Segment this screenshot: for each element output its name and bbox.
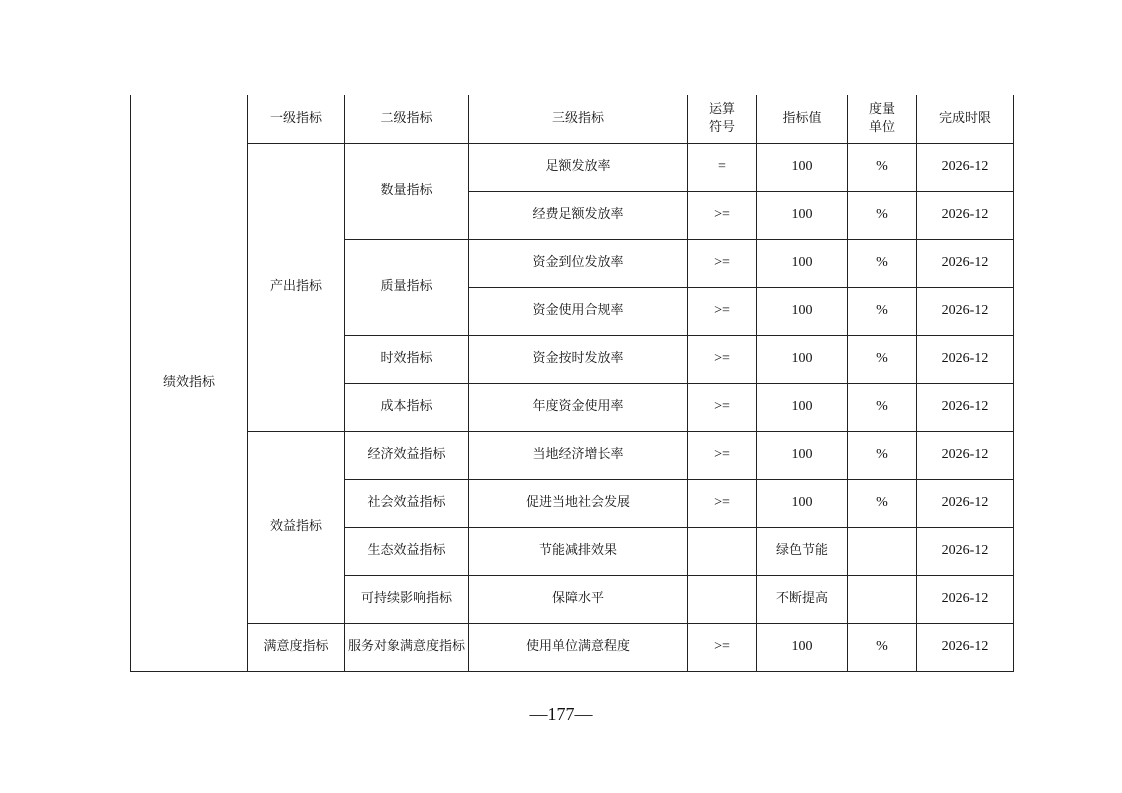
- indicator-cell: 资金按时发放率: [469, 335, 688, 383]
- indicator-cell: 当地经济增长率: [469, 431, 688, 479]
- unit-cell: %: [848, 623, 917, 671]
- value-cell: 绿色节能: [757, 527, 848, 575]
- deadline-cell: 2026-12: [917, 527, 1014, 575]
- table-row: [131, 143, 1014, 191]
- value-cell: 100: [757, 287, 848, 335]
- indicator-cell: 年度资金使用率: [469, 383, 688, 431]
- operator-cell: [688, 527, 757, 575]
- header-unit-line1: 度量: [868, 101, 895, 117]
- value-cell: 100: [757, 383, 848, 431]
- unit-cell: %: [848, 383, 917, 431]
- operator-cell: [688, 575, 757, 623]
- indicator-cell: 保障水平: [469, 575, 688, 623]
- level1-benefit: 效益指标: [248, 431, 345, 623]
- unit-cell: [848, 527, 917, 575]
- deadline-cell: 2026-12: [917, 623, 1014, 671]
- operator-cell: >=: [688, 431, 757, 479]
- header-operator-line1: 运算: [708, 101, 735, 117]
- level2-economic: 经济效益指标: [345, 431, 469, 479]
- deadline-cell: 2026-12: [917, 239, 1014, 287]
- table-row: [131, 431, 1014, 479]
- value-cell: 100: [757, 191, 848, 239]
- deadline-cell: 2026-12: [917, 287, 1014, 335]
- indicator-cell: 使用单位满意程度: [469, 623, 688, 671]
- level2-ecological: 生态效益指标: [345, 527, 469, 575]
- value-cell: 不断提高: [757, 575, 848, 623]
- indicator-cell: 资金到位发放率: [469, 239, 688, 287]
- operator-cell: >=: [688, 335, 757, 383]
- indicator-cell: 节能减排效果: [469, 527, 688, 575]
- level2-sustainable: 可持续影响指标: [345, 575, 469, 623]
- level2-quantity: 数量指标: [345, 143, 469, 239]
- indicator-cell: 足额发放率: [469, 143, 688, 191]
- header-level2: 二级指标: [345, 95, 469, 143]
- table-row: [131, 623, 1014, 671]
- unit-cell: %: [848, 191, 917, 239]
- indicator-cell: 资金使用合规率: [469, 287, 688, 335]
- level2-timeliness: 时效指标: [345, 335, 469, 383]
- header-level1: 一级指标: [248, 95, 345, 143]
- unit-cell: %: [848, 431, 917, 479]
- header-operator: [688, 95, 757, 143]
- value-cell: 100: [757, 143, 848, 191]
- operator-cell: >=: [688, 479, 757, 527]
- operator-cell: >=: [688, 383, 757, 431]
- value-cell: 100: [757, 479, 848, 527]
- deadline-cell: 2026-12: [917, 575, 1014, 623]
- header-row: [131, 95, 1014, 143]
- unit-cell: [848, 575, 917, 623]
- performance-indicator-table: [130, 95, 1014, 672]
- value-cell: 100: [757, 239, 848, 287]
- header-unit-line2: 单位: [868, 119, 895, 135]
- header-operator-line2: 符号: [708, 119, 735, 135]
- deadline-cell: 2026-12: [917, 479, 1014, 527]
- value-cell: 100: [757, 431, 848, 479]
- header-deadline: 完成时限: [917, 95, 1014, 143]
- deadline-cell: 2026-12: [917, 143, 1014, 191]
- page-number: —177—: [529, 704, 593, 724]
- header-level3: 三级指标: [469, 95, 688, 143]
- indicator-cell: 促进当地社会发展: [469, 479, 688, 527]
- unit-cell: %: [848, 287, 917, 335]
- level1-output: 产出指标: [248, 143, 345, 431]
- level2-cost: 成本指标: [345, 383, 469, 431]
- level2-quality: 质量指标: [345, 239, 469, 335]
- operator-cell: >=: [688, 239, 757, 287]
- deadline-cell: 2026-12: [917, 383, 1014, 431]
- level1-satisfaction: 满意度指标: [248, 623, 345, 671]
- value-cell: 100: [757, 335, 848, 383]
- header-unit: [848, 95, 917, 143]
- outer-label: 绩效指标: [131, 95, 248, 671]
- header-value: 指标值: [757, 95, 848, 143]
- operator-cell: >=: [688, 623, 757, 671]
- deadline-cell: 2026-12: [917, 431, 1014, 479]
- deadline-cell: 2026-12: [917, 191, 1014, 239]
- level2-social: 社会效益指标: [345, 479, 469, 527]
- unit-cell: %: [848, 143, 917, 191]
- unit-cell: %: [848, 479, 917, 527]
- deadline-cell: 2026-12: [917, 335, 1014, 383]
- unit-cell: %: [848, 335, 917, 383]
- operator-cell: >=: [688, 287, 757, 335]
- operator-cell: >=: [688, 191, 757, 239]
- operator-cell: =: [688, 143, 757, 191]
- level2-service: 服务对象满意度指标: [345, 623, 469, 671]
- unit-cell: %: [848, 239, 917, 287]
- value-cell: 100: [757, 623, 848, 671]
- indicator-cell: 经费足额发放率: [469, 191, 688, 239]
